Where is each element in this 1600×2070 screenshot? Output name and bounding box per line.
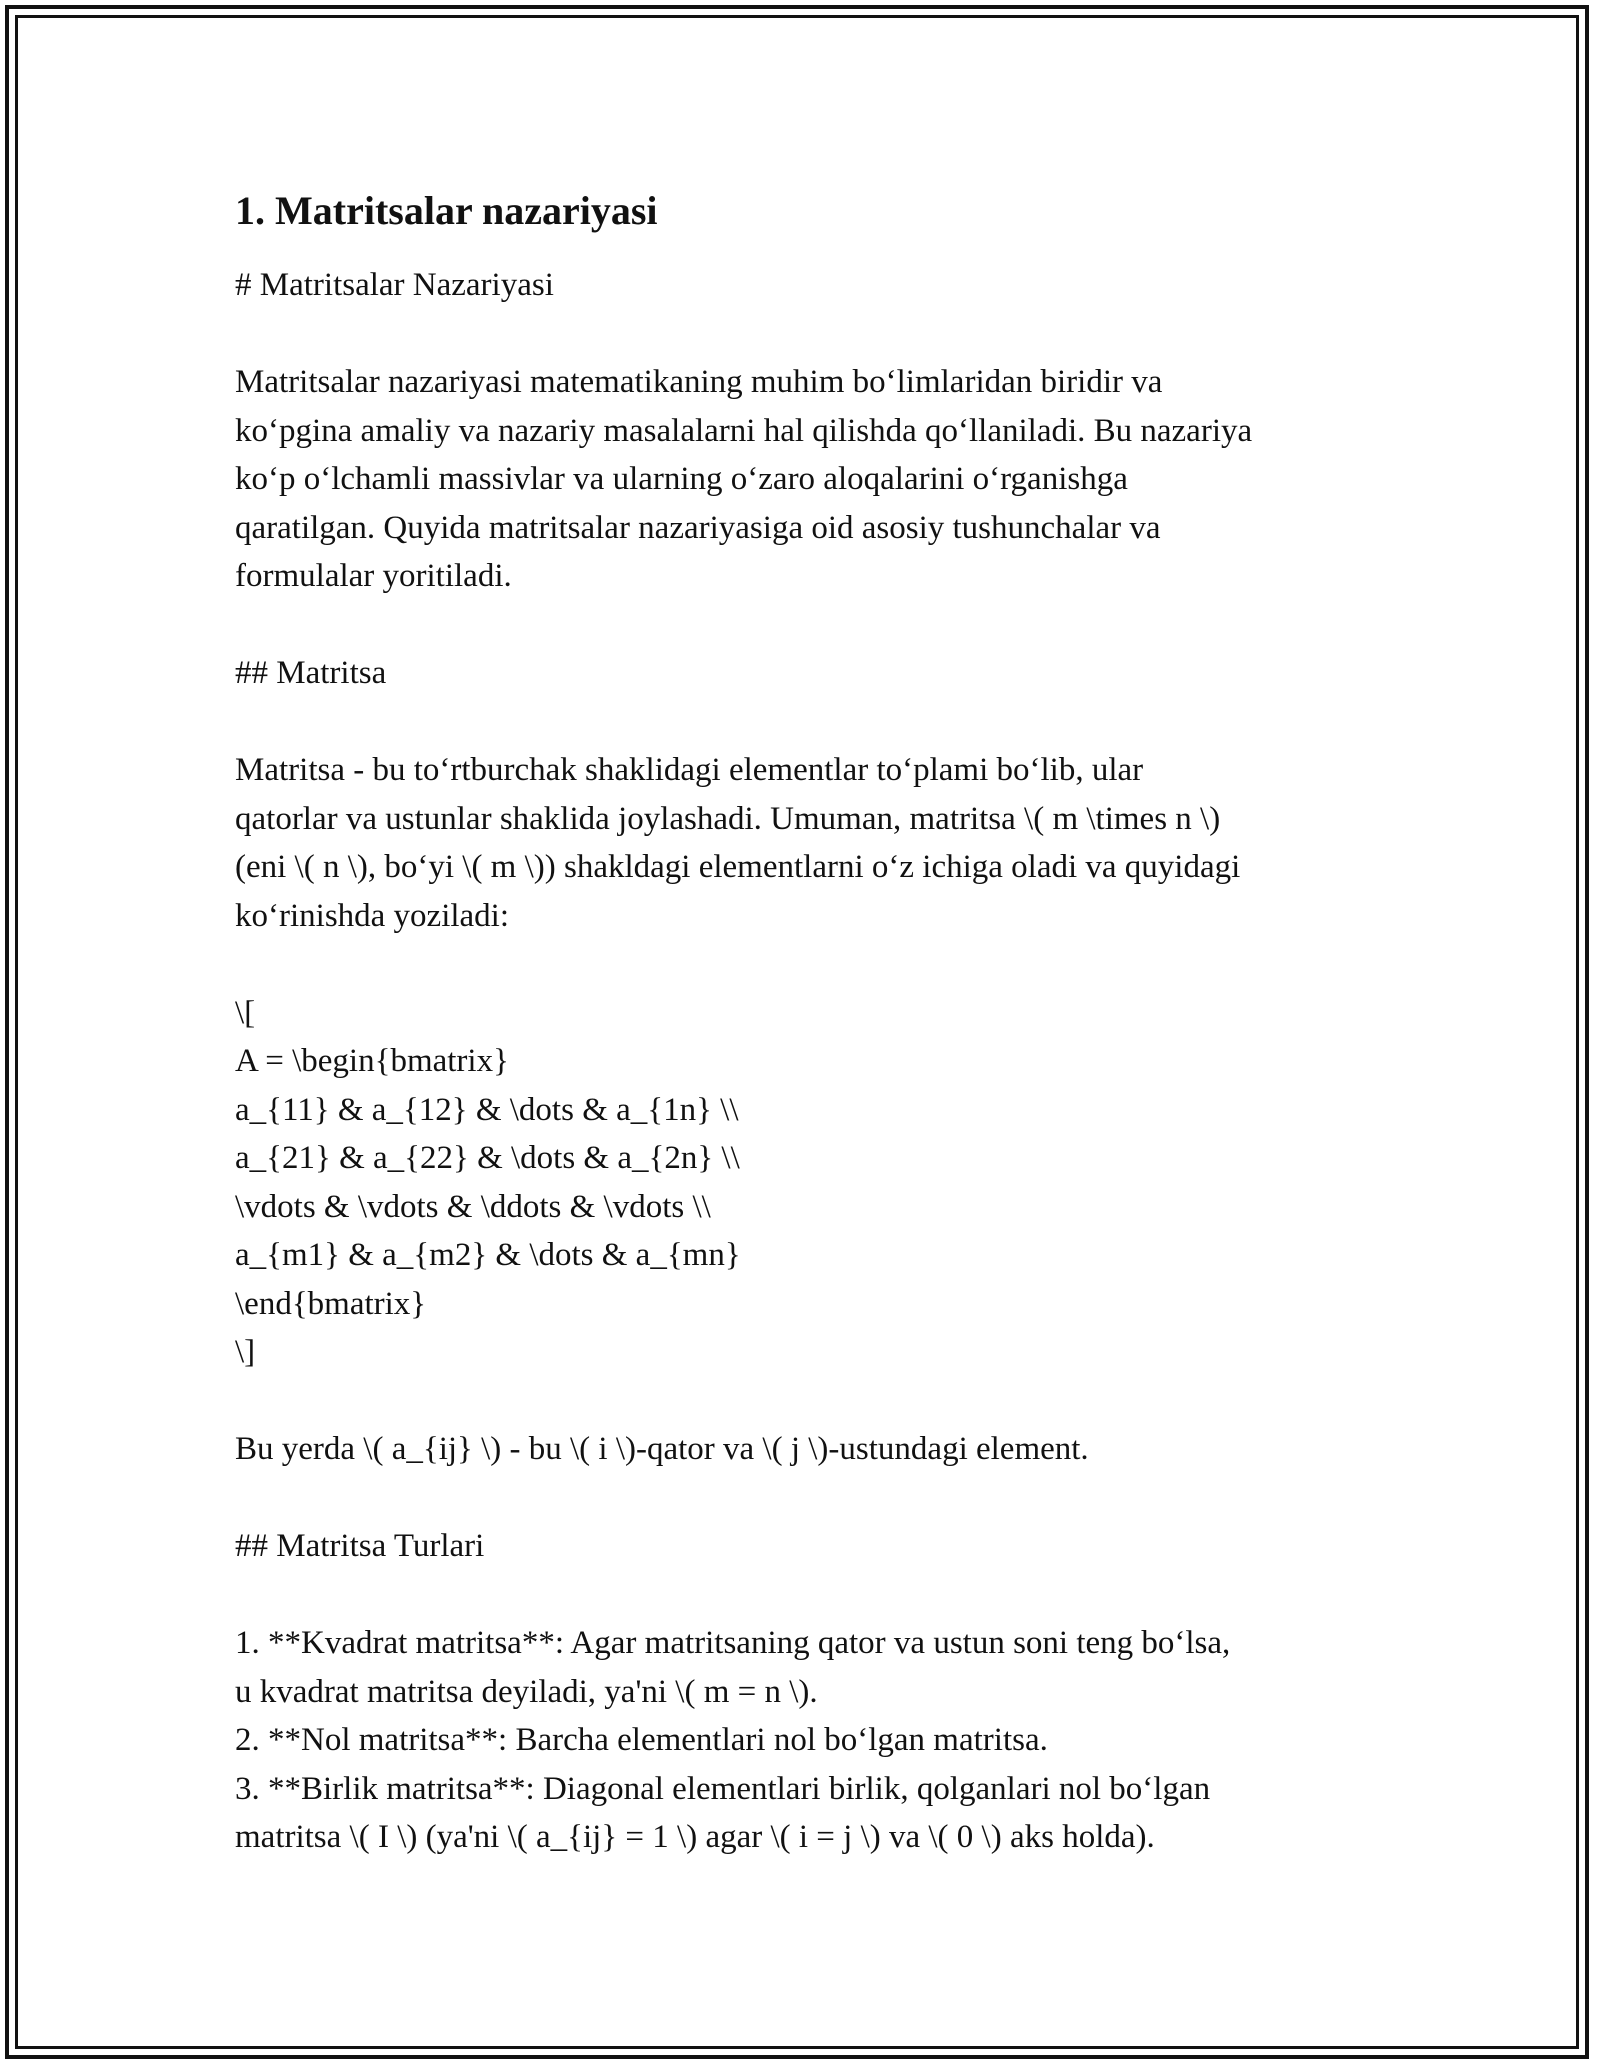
- page-title: 1. Matritsalar nazariyasi: [235, 188, 658, 233]
- spacer: [235, 310, 1375, 359]
- formula-line: a_{11} & a_{12} & \dots & a_{1n} \\: [235, 1091, 739, 1128]
- spacer: [235, 1377, 1375, 1426]
- intro-line: Matritsalar nazariyasi matematikaning muhim bo‘limlaridan biridir va: [235, 364, 1163, 400]
- definition-line: Matritsa - bu to‘rtburchak shaklidagi elementlar to‘plami bo‘lib, ular: [235, 752, 1144, 788]
- formula-line: \[: [235, 994, 256, 1031]
- definition-paragraph: [235, 746, 1375, 940]
- intro-paragraph: [235, 358, 1375, 601]
- formula-line: A = \begin{bmatrix}: [235, 1043, 509, 1079]
- document-body: [235, 183, 1375, 1862]
- matrix-formula: [235, 989, 1375, 1377]
- heading-matritsa: ## Matritsa: [235, 655, 387, 691]
- list-item: 3. **Birlik matritsa**: Diagonal elementlari birlik, qolganlari nol bo‘lgan: [235, 1770, 1211, 1807]
- list-item: 2. **Nol matritsa**: Barcha elementlari nol bo‘lgan matritsa.: [235, 1722, 1048, 1758]
- intro-line: qaratilgan. Quyida matritsalar nazariyasiga oid asosiy tushunchalar va: [235, 509, 1161, 546]
- intro-line: ko‘p o‘lchamli massivlar va ularning o‘zaro aloqalarini o‘rganishga: [235, 461, 1128, 497]
- list-item: 1. **Kvadrat matritsa**: Agar matritsaning qator va ustun soni teng bo‘lsa,: [235, 1625, 1231, 1661]
- formula-line: a_{m1} & a_{m2} & \dots & a_{mn}: [235, 1237, 741, 1273]
- spacer: [235, 940, 1375, 989]
- definition-line: (eni \( n \), bo‘yi \( m \)) shakldagi elementlarni o‘z ichiga oladi va quyidagi: [235, 849, 1241, 885]
- spacer: [235, 698, 1375, 747]
- formula-line: \end{bmatrix}: [235, 1285, 427, 1322]
- list-item: matritsa \( I \) (ya'ni \( a_{ij} = 1 \) agar \( i = j \) va \( 0 \) aks holda).: [235, 1819, 1155, 1855]
- spacer: [235, 1571, 1375, 1620]
- formula-line: \]: [235, 1334, 256, 1370]
- list-item: u kvadrat matritsa deyiladi, ya'ni \( m = n \).: [235, 1673, 818, 1710]
- formula-line: \vdots & \vdots & \ddots & \vdots \\: [235, 1188, 711, 1225]
- formula-line: a_{21} & a_{22} & \dots & a_{2n} \\: [235, 1140, 740, 1176]
- definition-line: qatorlar va ustunlar shaklida joylashadi. Umuman, matritsa \( m \times n \): [235, 800, 1221, 837]
- element-note: Bu yerda \( a_{ij} \) - bu \( i \)-qator va \( j \)-ustundagi element.: [235, 1431, 1089, 1467]
- heading-main: # Matritsalar Nazariyasi: [235, 267, 554, 303]
- heading-turlari: ## Matritsa Turlari: [235, 1528, 485, 1564]
- intro-line: ko‘pgina amaliy va nazariy masalalarni hal qilishda qo‘llaniladi. Bu nazariya: [235, 412, 1253, 449]
- matrix-types-list: [235, 1619, 1375, 1862]
- intro-line: formulalar yoritiladi.: [235, 558, 512, 594]
- spacer: [235, 601, 1375, 650]
- definition-line: ko‘rinishda yoziladi:: [235, 897, 510, 934]
- spacer: [235, 1474, 1375, 1523]
